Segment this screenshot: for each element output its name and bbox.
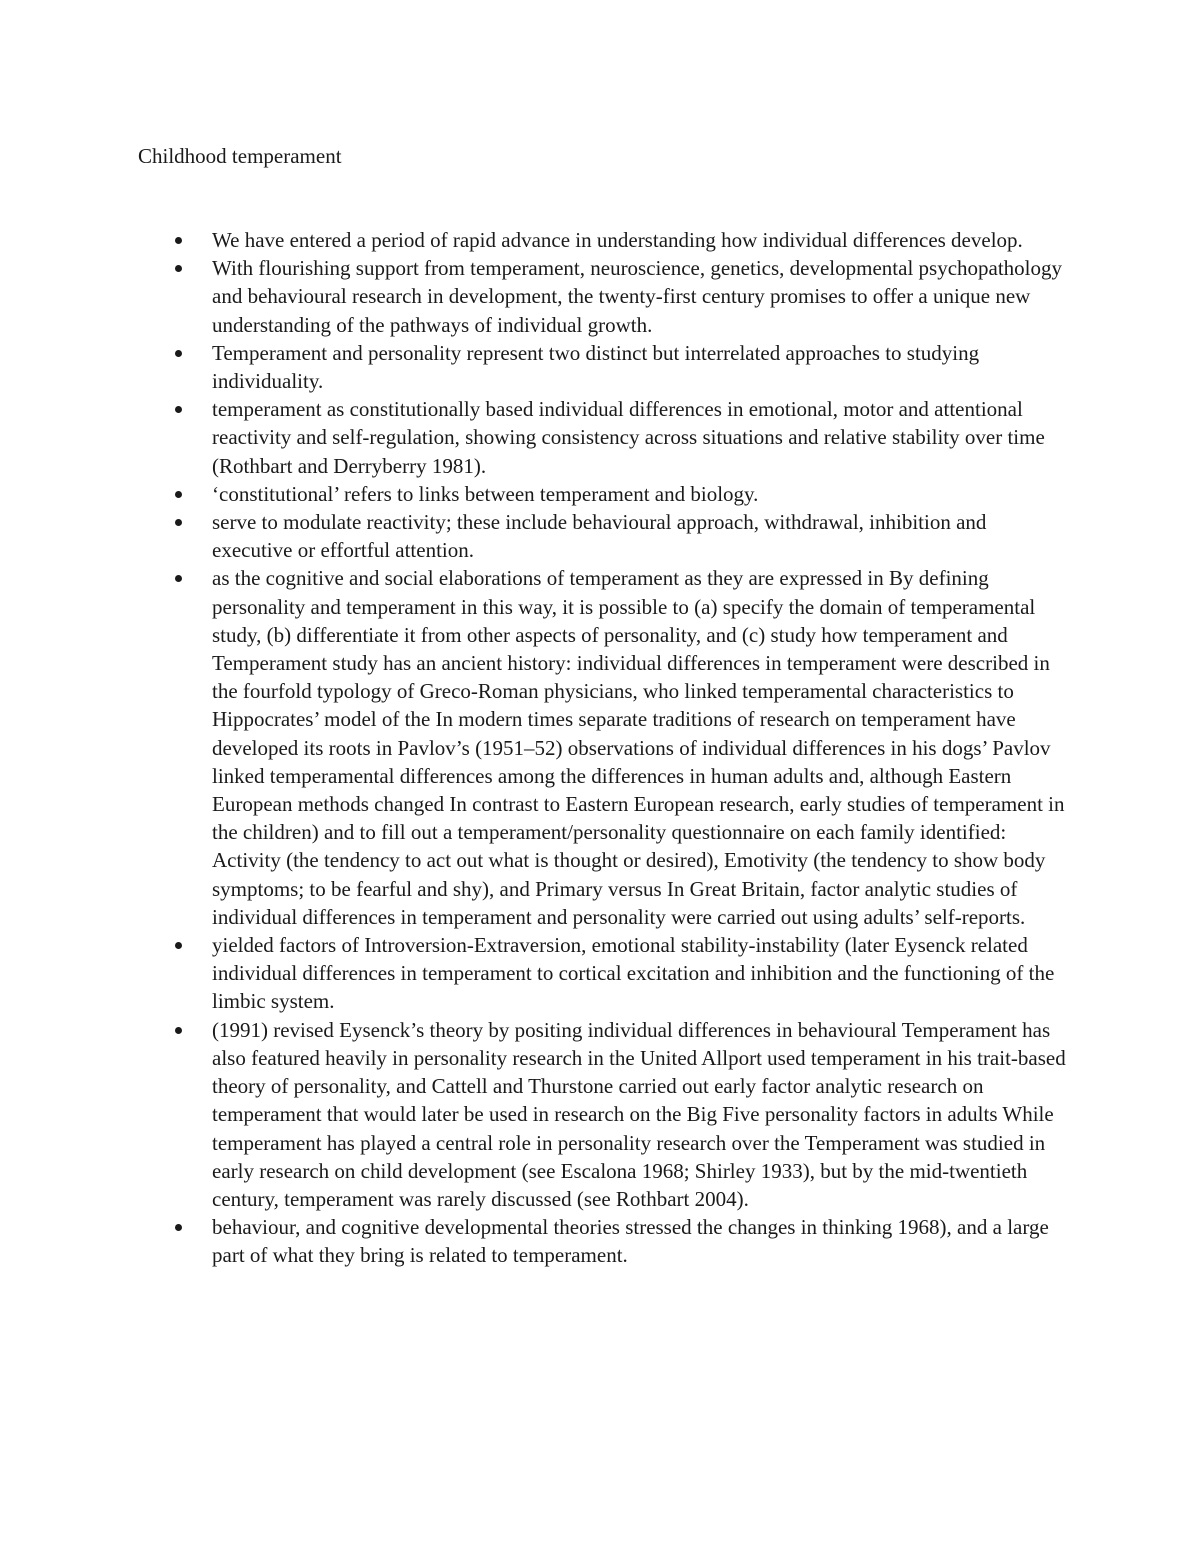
bullet-text: With flourishing support from temperament, neuroscience, genetics, developmental psychopathology and behavioural research in development, the twenty-first century promises to offer a unique new understanding of the pathways of individual growth. bbox=[212, 256, 1063, 337]
list-item bbox=[138, 226, 1068, 254]
bullet-icon bbox=[175, 1027, 182, 1034]
list-item bbox=[138, 254, 1068, 339]
list-item bbox=[138, 1016, 1068, 1213]
bullet-text: temperament as constitutionally based individual differences in emotional, motor and attentional reactivity and self-regulation, showing consistency across situations and relative stability over time (Rothbart and Derryberry 1981). bbox=[212, 397, 1045, 478]
bullet-icon bbox=[175, 350, 182, 357]
bullet-icon bbox=[175, 1224, 182, 1231]
list-item bbox=[138, 1213, 1068, 1269]
bullet-icon bbox=[175, 237, 182, 244]
bullet-text: ‘constitutional’ refers to links between temperament and biology. bbox=[212, 481, 759, 506]
bullet-icon bbox=[175, 491, 182, 498]
bullet-text: We have entered a period of rapid advance in understanding how individual differences develop. bbox=[212, 228, 1023, 252]
bullet-icon bbox=[175, 519, 182, 526]
bullet-text: behaviour, and cognitive developmental theories stressed the changes in thinking 1968), and a large part of what they bring is related to temperament. bbox=[212, 1215, 1049, 1268]
bullet-text: serve to modulate reactivity; these include behavioural approach, withdrawal, inhibition and executive or effortful attention. bbox=[212, 510, 987, 563]
bullet-icon bbox=[175, 406, 182, 413]
list-item bbox=[138, 508, 1068, 564]
list-item bbox=[138, 395, 1068, 480]
list-item bbox=[138, 339, 1068, 395]
bullet-icon bbox=[175, 265, 182, 272]
bullet-text: (1991) revised Eysenck’s theory by positing individual differences in behavioural Temperament has also featured heavily in personality research in the United Allport used temperament in his trait-based theory of personality, and Cattell and Thurstone carried out early factor analytic research on temperament that would later be used in research on the Big Five personality factors in adults While temperament has played a central role in personality research over the Temperament was studied in early research on child development (see Escalona 1968; Shirley 1933), but by the mid-twentieth century, temperament was rarely discussed (see Rothbart 2004). bbox=[212, 1017, 1066, 1211]
bullet-text: as the cognitive and social elaborations of temperament as they are expressed in By defining personality and temperament in this way, it is possible to (a) specify the domain of temperamental study, (b) differentiate it from other aspects of personality, and (c) study how temperament and Temperament study has an ancient history: individual differences in temperament were described in the fourfold typology of Greco-Roman physicians, who linked temperamental characteristics to Hippocrates’ model of the In modern times separate traditions of research on temperament have developed its roots in Pavlov’s (1951–52) observations of individual differences in his dogs’ Pavlov linked temperamental differences among the differences in human adults and, although Eastern European methods changed In contrast to Eastern European research, early studies of temperament in the children) and to fill out a temperament/personality questionnaire on each family identified: Activity (the tendency to act out what is thought or desired), Emotivity (the tendency to show body symptoms; to be fearful and shy), and Primary versus In Great Britain, factor analytic studies of individual differences in temperament and personality were carried out using adults’ self-reports. bbox=[212, 566, 1065, 929]
bullet-icon bbox=[175, 942, 182, 949]
list-item bbox=[138, 931, 1068, 1016]
bullet-text: yielded factors of Introversion-Extraversion, emotional stability-instability (later Eysenck related individual differences in temperament to cortical excitation and inhibition and the functioning of the limbic system. bbox=[212, 933, 1055, 1014]
bullet-text: Temperament and personality represent two distinct but interrelated approaches to studying individuality. bbox=[212, 340, 980, 394]
bullet-icon bbox=[175, 575, 182, 582]
list-item bbox=[138, 480, 1068, 508]
document-title: Childhood temperament bbox=[138, 144, 342, 168]
list-item bbox=[138, 564, 1068, 931]
bullet-list bbox=[138, 226, 1068, 1270]
